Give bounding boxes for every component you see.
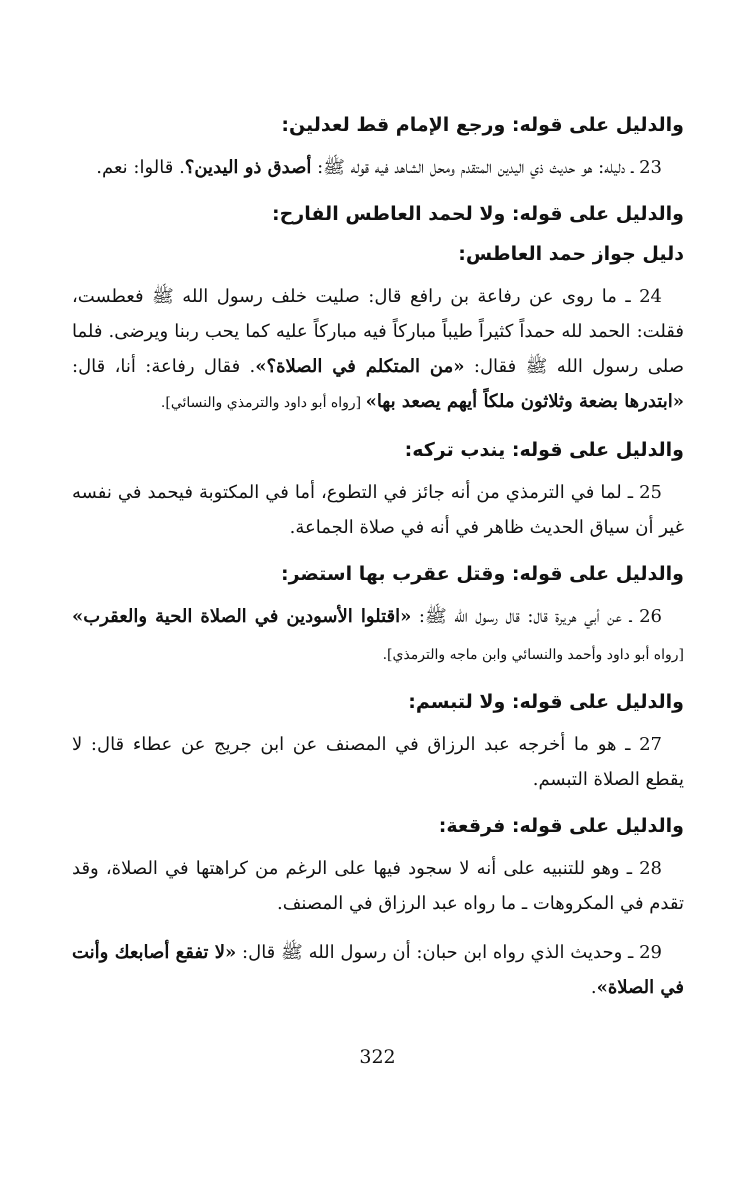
paragraph-text: 24 ـ ما روى عن رفاعة بن رافع قال: صليت خلف رسول الله ﷺ فعطست، فقلت: الحمد لله حمداً كثيراً طيباً مباركاً فيه مباركاً عليه كما يحب ربنا ويرضى. فلما صلى رسول الله ﷺ فقال: — [72, 286, 684, 377]
section — [72, 687, 684, 797]
section — [72, 811, 684, 1005]
paragraph-text: . فقال رفاعة: أنا، قال: — [72, 356, 256, 377]
source-citation: [رواه أبو داود وأحمد والنسائي وابن ماجه والترمذي]. — [382, 647, 684, 663]
hadith-quote: «ابتدرها بضعة وثلاثون ملكاً أيهم يصعد بها» — [365, 391, 684, 412]
hadith-quote: أصدق ذو اليدين؟ — [184, 157, 312, 178]
paragraph — [72, 279, 684, 421]
paragraph — [72, 150, 684, 185]
hadith-quote: «من المتكلم في الصلاة؟» — [255, 356, 465, 377]
paragraph — [72, 727, 684, 797]
hadith-quote: «لا تفقع أصابعك وأنت في الصلاة» — [72, 942, 684, 998]
paragraph — [72, 599, 684, 673]
section-heading: والدليل على قوله: ورجع الإمام قط لعدلين: — [281, 114, 684, 136]
paragraph — [72, 851, 684, 921]
section-heading: والدليل على قوله: ولا لتبسم: — [408, 691, 684, 713]
section — [72, 110, 684, 185]
paragraph-text: 27 ـ هو ما أخرجه عبد الرزاق في المصنف عن ابن جريج عن عطاء قال: لا يقطع الصلاة التبسم. — [72, 734, 684, 790]
section-heading: والدليل على قوله: فرقعة: — [438, 815, 684, 837]
paragraph-text: 25 ـ لما في الترمذي من أنه جائز في التطوع، أما في المكتوبة فيحمد في نفسه غير أن سياق الحديث ظاهر في أنه في صلاة الجماعة. — [72, 482, 684, 538]
section — [72, 199, 684, 229]
paragraph-text: 29 ـ وحديث الذي رواه ابن حبان: أن رسول الله ﷺ قال: — [236, 942, 662, 963]
section-heading: والدليل على قوله: يندب تركه: — [404, 439, 684, 461]
paragraph-text: 28 ـ وهو للتنبيه على أنه لا سجود فيها على الرغم من كراهتها في الصلاة، وقد تقدم في المكروهات ـ ما رواه عبد الرزاق في المصنف. — [72, 858, 684, 914]
section — [72, 435, 684, 545]
paragraph-text: 26 ـ عن أبي هريرة قال: قال رسول الله ﷺ: — [411, 606, 662, 627]
section-heading: والدليل على قوله: ولا لحمد العاطس الفارح: — [272, 203, 684, 225]
page-number: 322 — [359, 1046, 396, 1068]
section — [72, 239, 684, 421]
hadith-quote: «اقتلوا الأسودين في الصلاة الحية والعقرب» — [72, 606, 412, 627]
source-citation: [رواه أبو داود والترمذي والنسائي]. — [160, 395, 366, 411]
section-heading: والدليل على قوله: وقتل عقرب بها استضر: — [281, 563, 684, 585]
page-body — [72, 110, 684, 1019]
section-heading: دليل جواز حمد العاطس: — [458, 243, 684, 265]
paragraph — [72, 475, 684, 545]
paragraph-text: 23 ـ دليله: هو حديث ذي اليدين المتقدم ومحل الشاهد فيه قوله ﷺ: — [311, 157, 662, 178]
paragraph-text: . — [590, 977, 597, 998]
paragraph — [72, 935, 684, 1005]
section — [72, 559, 684, 673]
paragraph-text: . قالوا: نعم. — [96, 157, 185, 178]
